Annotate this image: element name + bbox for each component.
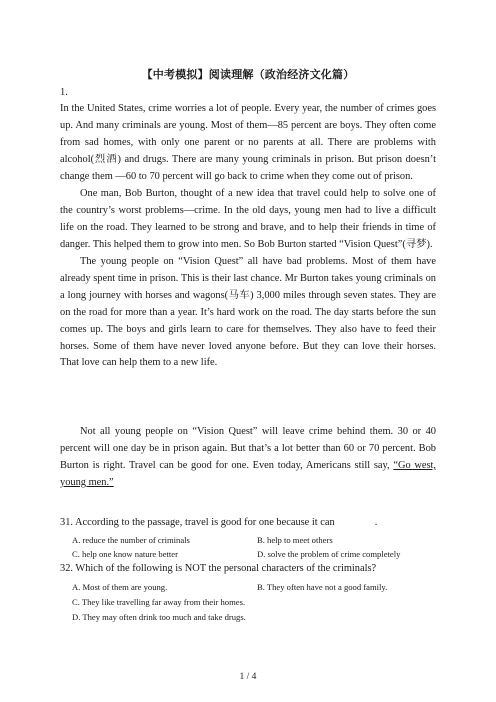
question-text: 31. According to the passage, travel is good for one because it can: [60, 517, 335, 528]
passage-paragraph-3: [60, 254, 436, 372]
passage-paragraph-1: [60, 101, 436, 186]
question-31-option-d: D. solve the problem of crime completely: [257, 549, 401, 559]
underlined-quote: “Go west, young men.”: [60, 459, 436, 488]
question-31-option-b: B. help to meet others: [257, 535, 333, 545]
question-31-stem: [60, 516, 436, 530]
paragraph-main-text: Not all young people on “Vision Quest” will leave crime behind them. 30 or 40 percent will one day be in prison again. But that’s a lot better than 60 or 70 percent. Bob Burton is right. Travel can be good for one. Even today, Americans still say,: [60, 426, 436, 471]
question-32-option-a: A. Most of them are young.: [72, 582, 168, 592]
page-title: 【中考模拟】阅读理解（政治经济文化篇）: [141, 68, 355, 81]
passage-paragraph-2: [60, 186, 436, 254]
paragraph-text: The young people on “Vision Quest” all have bad problems. Most of them have already spent time in prison. This is their last chance. Mr Burton takes young criminals on a long journey with horses and wagons(马车) 3,000 miles through seven states. They are on the road for more than a year. It’s hard work on the road. The day starts before the sun comes up. The boys and girls learn to care for themselves. They also have to feed their horses. Some of them have never loved anyone before. But they can love their horses. That love can help them to a new life.: [60, 256, 436, 369]
passage-number: 1.: [60, 87, 68, 98]
question-32-stem: 32. Which of the following is NOT the personal characters of the criminals?: [60, 563, 377, 574]
paragraph-text: [60, 424, 436, 492]
question-31-option-c: C. help one know nature better: [72, 549, 178, 559]
question-32-option-d: D. They may often drink too much and take drugs.: [72, 612, 246, 622]
question-32-option-b: B. They often have not a good family.: [257, 582, 388, 592]
paragraph-text: One man, Bob Burton, thought of a new idea that travel could help to solve one of the country’s worst problems—crime. In the old days, young men had to live a difficult life on the road. They learned to be strong and brave, and to help their friends in time of danger. This helped them to grow into men. So Bob Burton started “Vision Quest”(寻梦).: [60, 188, 436, 250]
passage-paragraph-4: [60, 424, 436, 492]
question-end: .: [374, 517, 378, 528]
page-number: 1 / 4: [239, 672, 257, 682]
paragraph-text: In the United States, crime worries a lot of people. Every year, the number of crimes goes up. And many criminals are young. Most of them—85 percent are boys. They often come from sad homes, with only one parent or no parents at all. There are problems with alcohol(烈酒) and drugs. There are many young criminals in prison. But prison doesn’t change them —60 to 70 percent will go back to crime when they come out of prison.: [60, 103, 436, 182]
question-31-option-a: A. reduce the number of criminals: [72, 535, 190, 545]
question-32-option-c: C. They like travelling far away from their homes.: [72, 597, 246, 607]
